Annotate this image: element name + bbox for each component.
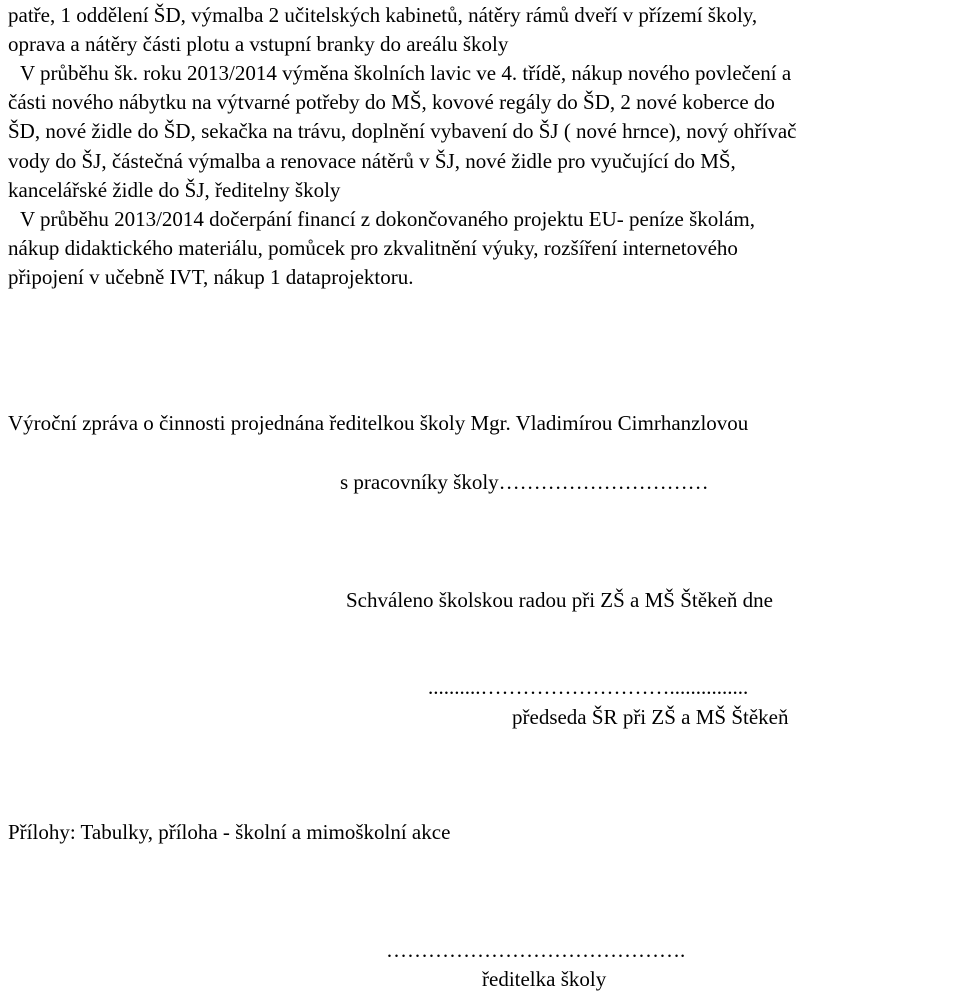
text-line: připojení v učebně IVT, nákup 1 dataprojektoru. <box>8 265 414 290</box>
chair-signature-label: předseda ŠR při ZŠ a MŠ Štěkeň <box>512 705 789 729</box>
paragraph-building-repairs <box>8 1 948 59</box>
text-line: V průběhu šk. roku 2013/2014 výměna školních lavic ve 4. třídě, nákup nového povlečení a <box>20 61 792 85</box>
text-line: vody do ŠJ, částečná výmalba a renovace nátěrů v ŠJ, nové židle pro vyučující do MŠ, <box>8 148 736 173</box>
director-signature-line: ……………………………………. <box>386 938 686 962</box>
staff-discussion-line: s pracovníky školy………………………… <box>340 470 709 494</box>
text-line: V průběhu 2013/2014 dočerpání financí z dokončovaného projektu EU- peníze školám, <box>20 207 755 231</box>
text-line: patře, 1 oddělení ŠD, výmalba 2 učitelských kabinetů, nátěry rámů dveří v přízemí školy, <box>8 3 758 27</box>
paragraph-equipment-purchases <box>8 59 948 205</box>
text-line: nákup didaktického materiálu, pomůcek pro zkvalitnění výuky, rozšíření internetového <box>8 236 738 261</box>
approval-statement: Schváleno školskou radou při ZŠ a MŠ Štěkeň dne <box>346 588 773 612</box>
text-line: kancelářské židle do ŠJ, ředitelny školy <box>8 177 341 202</box>
director-signature-label: ředitelka školy <box>482 967 607 991</box>
report-statement: Výroční zpráva o činnosti projednána ředitelkou školy Mgr. Vladimírou Cimrhanzlovou <box>8 411 749 435</box>
text-line: oprava a nátěry části plotu a vstupní branky do areálu školy <box>8 32 509 57</box>
chair-signature-line: ..........………………………............... <box>428 675 749 699</box>
paragraph-eu-project <box>8 205 948 293</box>
attachments-line: Přílohy: Tabulky, příloha - školní a mimoškolní akce <box>8 820 451 844</box>
text-line: části nového nábytku na výtvarné potřeby do MŠ, kovové regály do ŠD, 2 nové koberce do <box>8 90 775 115</box>
text-line: ŠD, nové židle do ŠD, sekačka na trávu, doplnění vybavení do ŠJ ( nové hrnce), nový ohřívač <box>8 119 797 144</box>
